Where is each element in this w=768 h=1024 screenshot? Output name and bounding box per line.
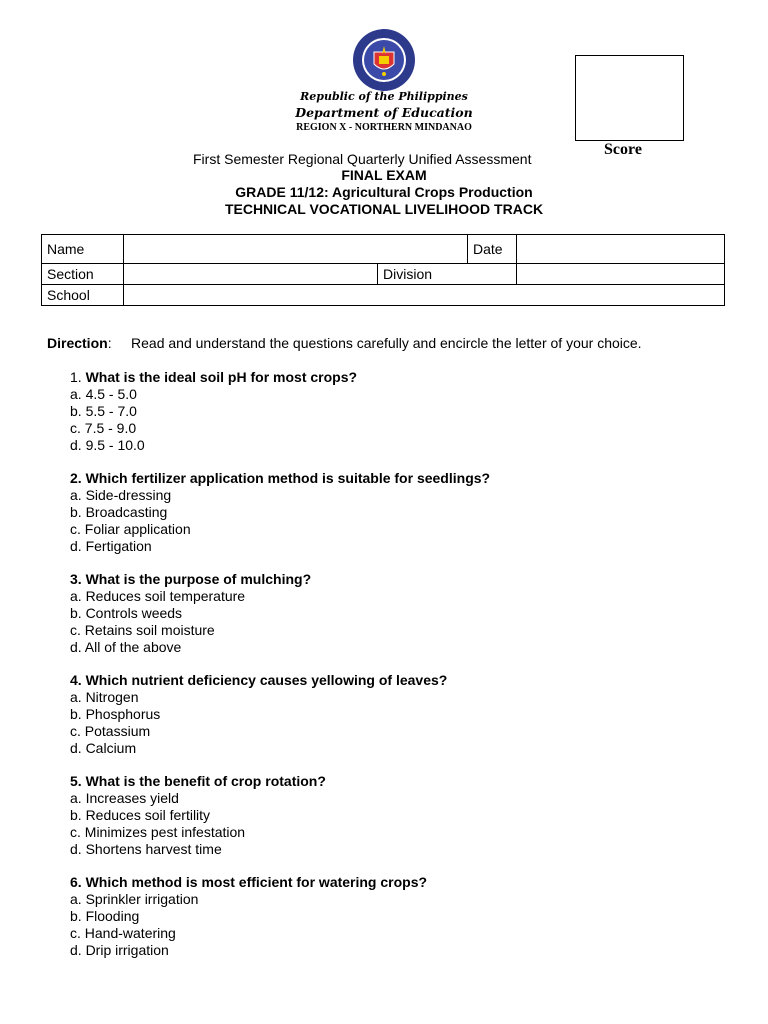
school-field[interactable]	[124, 285, 725, 306]
question-text: Which nutrient deficiency causes yellowing of leaves?	[85, 672, 448, 688]
division-label: Division	[378, 264, 517, 285]
date-label: Date	[468, 235, 517, 264]
choice-b[interactable]: b. Flooding	[70, 908, 140, 924]
choice-c[interactable]: c. 7.5 - 9.0	[70, 420, 137, 436]
question-number: 6.	[70, 874, 82, 890]
name-field[interactable]	[124, 235, 468, 264]
question-6	[70, 874, 427, 959]
student-info-table	[41, 234, 725, 306]
republic-heading: Republic of the Philippines	[300, 90, 468, 103]
department-heading: Department of Education	[295, 105, 473, 120]
question-3	[70, 571, 311, 656]
school-label: School	[42, 285, 124, 306]
score-label: Score	[604, 141, 642, 158]
choice-d[interactable]: d. Fertigation	[70, 538, 152, 554]
choice-a[interactable]: a. Reduces soil temperature	[70, 588, 246, 604]
question-4	[70, 672, 447, 757]
choice-d[interactable]: d. All of the above	[70, 639, 182, 655]
choice-c[interactable]: c. Retains soil moisture	[70, 622, 215, 638]
question-number: 1.	[70, 369, 82, 385]
question-text: Which method is most efficient for watering crops?	[85, 874, 428, 890]
choice-b[interactable]: b. Reduces soil fertility	[70, 807, 211, 823]
choice-b[interactable]: b. 5.5 - 7.0	[70, 403, 137, 419]
choice-a[interactable]: a. Side-dressing	[70, 487, 172, 503]
question-number: 5.	[70, 773, 82, 789]
name-label: Name	[42, 235, 124, 264]
choice-d[interactable]: d. Drip irrigation	[70, 942, 169, 958]
exam-title: FINAL EXAM	[341, 167, 427, 183]
question-5	[70, 773, 326, 858]
choice-c[interactable]: c. Minimizes pest infestation	[70, 824, 246, 840]
section-field[interactable]	[124, 264, 378, 285]
division-field[interactable]	[517, 264, 725, 285]
question-text: What is the ideal soil pH for most crops?	[85, 369, 358, 385]
semester-line: First Semester Regional Quarterly Unified Assessment	[193, 151, 532, 167]
deped-seal-logo	[352, 28, 416, 92]
question-1	[70, 369, 357, 454]
choice-d[interactable]: d. Shortens harvest time	[70, 841, 222, 857]
region-heading: REGION X - NORTHERN MINDANAO	[296, 122, 472, 133]
choice-d[interactable]: d. 9.5 - 10.0	[70, 437, 145, 453]
question-number: 2.	[70, 470, 82, 486]
question-text: Which fertilizer application method is suitable for seedlings?	[85, 470, 491, 486]
choice-a[interactable]: a. 4.5 - 5.0	[70, 386, 137, 402]
choice-b[interactable]: b. Broadcasting	[70, 504, 168, 520]
section-label: Section	[42, 264, 124, 285]
direction-text: Read and understand the questions carefully and encircle the letter of your choice.	[131, 335, 642, 351]
choice-c[interactable]: c. Foliar application	[70, 521, 191, 537]
direction-line: Direction: Read and understand the questions carefully and encircle the letter of your choice.	[47, 335, 642, 351]
question-2	[70, 470, 490, 555]
choice-b[interactable]: b. Phosphorus	[70, 706, 161, 722]
question-number: 3.	[70, 571, 82, 587]
question-text: What is the purpose of mulching?	[85, 571, 312, 587]
choice-a[interactable]: a. Sprinkler irrigation	[70, 891, 199, 907]
choice-a[interactable]: a. Increases yield	[70, 790, 179, 806]
question-number: 4.	[70, 672, 82, 688]
track-title: TECHNICAL VOCATIONAL LIVELIHOOD TRACK	[224, 201, 544, 217]
choice-d[interactable]: d. Calcium	[70, 740, 137, 756]
direction-label: Direction	[47, 335, 108, 351]
choice-c[interactable]: c. Potassium	[70, 723, 151, 739]
choice-c[interactable]: c. Hand-watering	[70, 925, 176, 941]
date-field[interactable]	[517, 235, 725, 264]
choice-b[interactable]: b. Controls weeds	[70, 605, 183, 621]
question-text: What is the benefit of crop rotation?	[85, 773, 326, 789]
choice-a[interactable]: a. Nitrogen	[70, 689, 139, 705]
grade-subject: GRADE 11/12: Agricultural Crops Production	[235, 184, 533, 200]
